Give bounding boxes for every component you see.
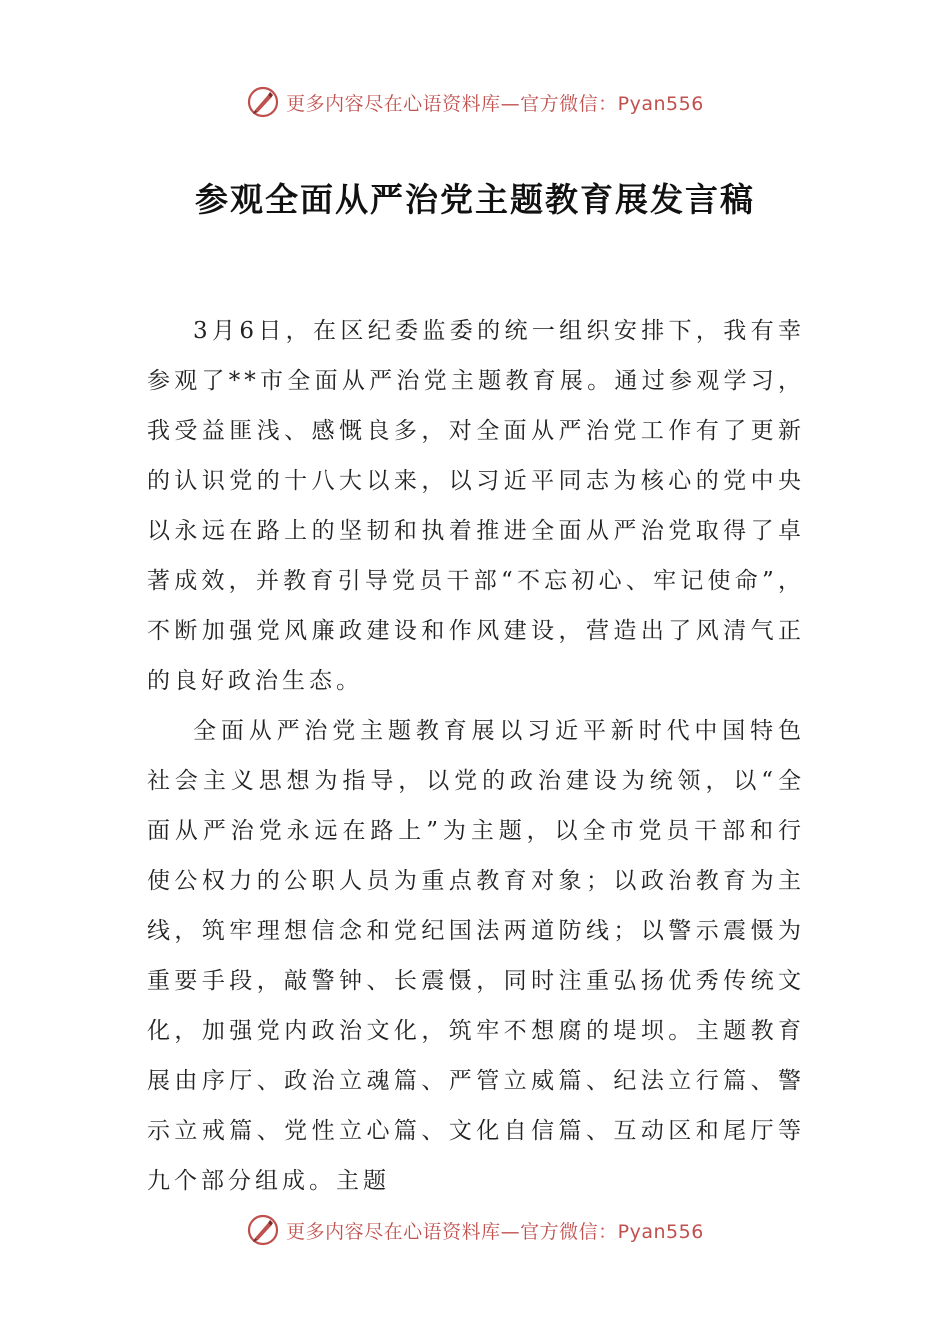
document-body — [147, 306, 805, 1206]
footer-banner — [0, 1210, 950, 1250]
header-banner — [0, 82, 950, 122]
pen-logo-icon — [246, 85, 280, 119]
paragraph: 全面从严治党主题教育展以习近平新时代中国特色社会主义思想为指导，以党的政治建设为统领，以“全面从严治党永远在路上”为主题，以全市党员干部和行使公权力的公职人员为重点教育对象；以政治教育为主线，筑牢理想信念和党纪国法两道防线；以警示震慑为重要手段，敲警钟、长震慑，同时注重弘扬优秀传统文化，加强党内政治文化，筑牢不想腐的堤坝。主题教育展由序厅、政治立魂篇、严管立威篇、纪法立行篇、警示立戒篇、党性立心篇、文化自信篇、互动区和尾厅等九个部分组成。主题 — [147, 718, 805, 1194]
header-banner-text: 更多内容尽在心语资料库—官方微信：Pyan556 — [286, 92, 704, 115]
pen-logo-icon — [246, 1213, 280, 1247]
document-title: 参观全面从严治党主题教育展发言稿 — [195, 180, 755, 219]
paragraph: 3月6日，在区纪委监委的统一组织安排下，我有幸参观了**市全面从严治党主题教育展。通过参观学习，我受益匪浅、感慨良多，对全面从严治党工作有了更新的认识党的十八大以来，以习近平同志为核心的党中央以永远在路上的坚韧和执着推进全面从严治党取得了卓著成效，并教育引导党员干部“不忘初心、牢记使命”，不断加强党风廉政建设和作风建设，营造出了风清气正的良好政治生态。 — [147, 318, 805, 694]
footer-banner-text: 更多内容尽在心语资料库—官方微信：Pyan556 — [286, 1220, 704, 1243]
